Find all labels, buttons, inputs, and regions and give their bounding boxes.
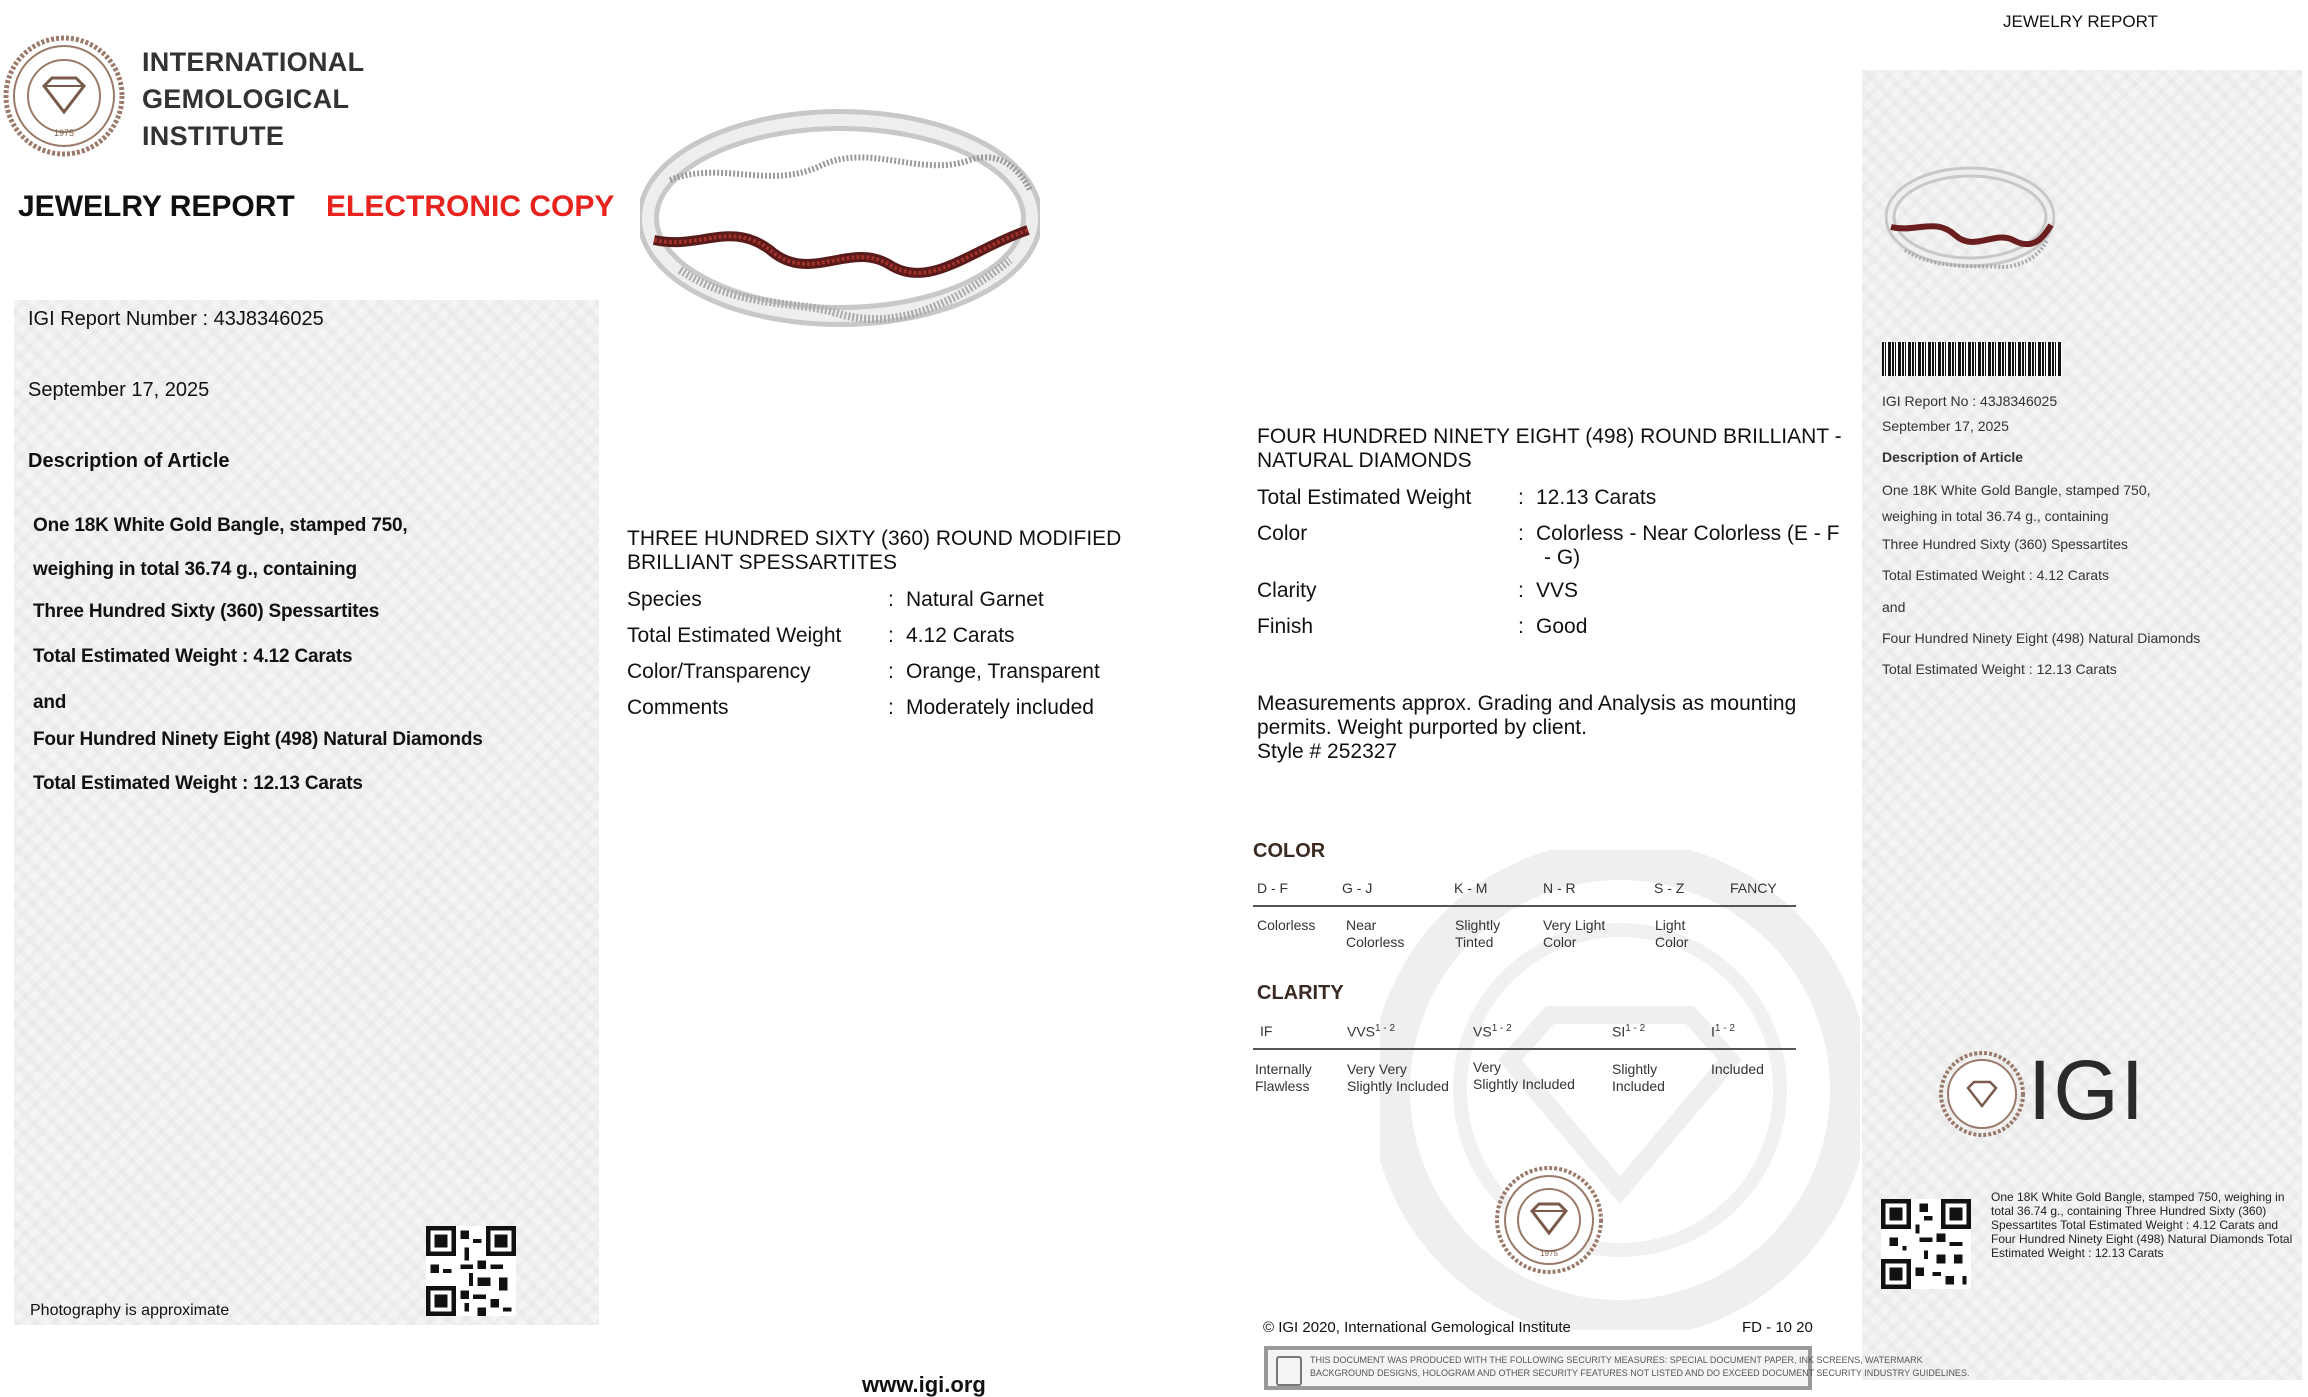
clarity-description: [1347, 1061, 1449, 1095]
clarity-description-line: Very Very: [1347, 1061, 1407, 1077]
color-grade: G - J: [1342, 880, 1373, 896]
color-description-line: Color: [1655, 934, 1689, 950]
stub-description-line: Four Hundred Ninety Eight (498) Natural Diamonds: [1882, 630, 2201, 646]
spessartite-species-label: Species: [627, 588, 702, 611]
stub-description-line: One 18K White Gold Bangle, stamped 750,: [1882, 482, 2151, 498]
igi-seal-logo: [2, 34, 126, 158]
website-link[interactable]: www.igi.org: [862, 1372, 986, 1397]
diamond-finish-value: Good: [1536, 615, 1588, 638]
diamond-clarity-label: Clarity: [1257, 579, 1317, 602]
copyright: © IGI 2020, International Gemological Institute: [1263, 1319, 1571, 1336]
clarity-description-line: Flawless: [1255, 1078, 1310, 1094]
description-line: Total Estimated Weight : 12.13 Carats: [33, 773, 363, 794]
security-notice-line: BACKGROUND DESIGNS, HOLOGRAM AND OTHER SECURITY FEATURES NOT LISTED AND DO EXCEED DOCUMENT SECURITY INDUSTRY GUIDELINES.: [1310, 1368, 1970, 1378]
stub-igi-seal: [1938, 1050, 2026, 1138]
form-code: FD - 10 20: [1742, 1319, 1813, 1336]
clarity-grade: [1347, 1023, 1395, 1040]
description-line: and: [33, 692, 67, 713]
color-description: [1346, 917, 1404, 951]
svg-text:1975: 1975: [1540, 1249, 1558, 1258]
stub-description-line: Three Hundred Sixty (360) Spessartites: [1882, 536, 2128, 552]
clarity-scale-title: CLARITY: [1257, 982, 1344, 1004]
clarity-grade: [1260, 1023, 1272, 1039]
stub-summary-line: One 18K White Gold Bangle, stamped 750, weighing in: [1991, 1190, 2285, 1204]
description-line: weighing in total 36.74 g., containing: [33, 559, 357, 580]
clarity-description-line: Included: [1612, 1078, 1665, 1094]
color-scale-title: COLOR: [1253, 840, 1326, 862]
color-description-line: Light: [1655, 917, 1686, 933]
stub-summary: [1991, 1190, 2292, 1260]
clarity-grade-base: SI: [1612, 1023, 1626, 1040]
diamond-heading: [1257, 425, 1842, 473]
diamond-color-value-line-2: - G): [1544, 546, 1581, 569]
clarity-grade-sup: 1 - 2: [1714, 1023, 1735, 1034]
color-grade: D - F: [1257, 880, 1289, 896]
spessartite-heading-line-2: BRILLIANT SPESSARTITES: [627, 551, 897, 574]
stub-summary-line: Four Hundred Ninety Eight (498) Natural Diamonds Total: [1991, 1232, 2293, 1246]
color-grade: K - M: [1454, 880, 1488, 896]
color-grade: FANCY: [1730, 880, 1777, 896]
clarity-description: [1711, 1061, 1764, 1078]
color-description: [1257, 917, 1315, 934]
color-description-line: Colorless: [1346, 934, 1405, 950]
diamond-separator: :: [1518, 522, 1524, 545]
institute-name-line-2: GEMOLOGICAL: [142, 84, 350, 114]
institute-name-line-3: INSTITUTE: [142, 121, 285, 151]
color-description-line: Very Light: [1543, 917, 1606, 933]
diamond-separator: :: [1518, 579, 1524, 602]
clarity-description: [1473, 1059, 1575, 1093]
spessartite-heading: [627, 527, 1121, 575]
clarity-description: [1612, 1061, 1665, 1095]
clarity-grade-sup: 1 - 2: [1625, 1023, 1646, 1034]
description-line: Three Hundred Sixty (360) Spessartites: [33, 601, 380, 622]
spessartite-separator: :: [888, 624, 894, 647]
spessartite-species-value: Natural Garnet: [906, 588, 1044, 611]
stub-title: JEWELRY REPORT: [2003, 12, 2158, 31]
clarity-description: [1255, 1061, 1312, 1095]
diamond-heading-line-1: FOUR HUNDRED NINETY EIGHT (498) ROUND BRILLIANT -: [1257, 425, 1842, 448]
clarity-description-line: Slightly: [1612, 1061, 1658, 1077]
diamond-weight-label: Total Estimated Weight: [1257, 486, 1472, 509]
diamond-clarity-value: VVS: [1536, 579, 1579, 602]
spessartite-comments-label: Comments: [627, 696, 729, 719]
clarity-description-line: Included: [1711, 1061, 1764, 1077]
clarity-grade: [1711, 1023, 1735, 1040]
clarity-grade-base: VVS: [1347, 1023, 1376, 1040]
stub-description-line: weighing in total 36.74 g., containing: [1882, 508, 2109, 524]
clarity-description-line: Slightly Included: [1347, 1078, 1449, 1094]
stub-description-line: Total Estimated Weight : 12.13 Carats: [1882, 661, 2117, 677]
diamond-color-value-line-1: Colorless - Near Colorless (E - F: [1536, 522, 1840, 545]
description-line: Four Hundred Ninety Eight (498) Natural Diamonds: [33, 729, 483, 750]
spessartite-color-label: Color/Transparency: [627, 660, 811, 683]
report-number: IGI Report Number : 43J8346025: [28, 308, 324, 330]
color-description: [1543, 917, 1605, 951]
stub-description-line: and: [1882, 599, 1906, 615]
diamond-finish-label: Finish: [1257, 615, 1314, 638]
diamond-comments: [1257, 692, 1796, 764]
spessartite-color-value: Orange, Transparent: [906, 660, 1100, 683]
stub-summary-line: Estimated Weight : 12.13 Carats: [1991, 1246, 2164, 1260]
barcode: [1882, 342, 2062, 376]
electronic-copy-label: ELECTRONIC COPY: [326, 190, 615, 223]
security-notice: [1264, 1346, 1970, 1390]
clarity-grade-base: IF: [1260, 1023, 1273, 1039]
clarity-grade-base: I: [1711, 1023, 1715, 1040]
color-description-line: Slightly: [1455, 917, 1501, 933]
diamond-separator: :: [1518, 486, 1524, 509]
diamond-color-value: [1536, 522, 1839, 570]
igi-seal-stamp: [1494, 1165, 1604, 1275]
stub-report-number: IGI Report No : 43J8346025: [1882, 393, 2058, 409]
stub-igi-wordmark: IGI: [2028, 1043, 2147, 1137]
description-line: Total Estimated Weight : 4.12 Carats: [33, 646, 353, 667]
clarity-grade-sup: 1 - 2: [1491, 1023, 1512, 1034]
spessartite-weight-label: Total Estimated Weight: [627, 624, 842, 647]
diamond-heading-line-2: NATURAL DIAMONDS: [1257, 449, 1472, 472]
spessartite-separator: :: [888, 660, 894, 683]
clarity-description-line: Very: [1473, 1059, 1502, 1075]
clarity-grade: [1473, 1023, 1512, 1040]
security-lock-icon: [1276, 1356, 1302, 1386]
diamond-weight-value: 12.13 Carats: [1536, 486, 1657, 509]
color-description-line: Colorless: [1257, 917, 1316, 933]
spessartite-heading-line-1: THREE HUNDRED SIXTY (360) ROUND MODIFIED: [627, 527, 1122, 550]
stub-description-line: Total Estimated Weight : 4.12 Carats: [1882, 567, 2109, 583]
institute-name-line-1: INTERNATIONAL: [142, 47, 365, 77]
clarity-grade-base: VS: [1473, 1023, 1492, 1040]
clarity-grade: [1612, 1023, 1645, 1040]
stub-qr-code[interactable]: [1881, 1199, 1971, 1289]
diamond-separator: :: [1518, 615, 1524, 638]
report-title: JEWELRY REPORT: [18, 190, 295, 223]
institute-name: [142, 44, 364, 155]
description-line: One 18K White Gold Bangle, stamped 750,: [33, 515, 408, 536]
color-description-line: Near: [1346, 917, 1377, 933]
color-description: [1655, 917, 1688, 951]
clarity-description-line: Slightly Included: [1473, 1076, 1575, 1092]
spessartite-separator: :: [888, 696, 894, 719]
qr-code[interactable]: [426, 1226, 516, 1316]
stub-summary-line: total 36.74 g., containing Three Hundred Sixty (360): [1991, 1204, 2267, 1218]
diamond-color-label: Color: [1257, 522, 1308, 545]
clarity-grade-sup: 1 - 2: [1375, 1023, 1396, 1034]
color-scale-line: [1253, 905, 1796, 907]
stub-description-heading: Description of Article: [1882, 449, 2024, 465]
stub-summary-line: Spessartites Total Estimated Weight : 4.12 Carats and: [1991, 1218, 2279, 1232]
color-grade: N - R: [1543, 880, 1576, 896]
color-grade: S - Z: [1654, 880, 1685, 896]
color-description: [1455, 917, 1500, 951]
svg-text:1975: 1975: [53, 128, 75, 138]
security-notice-line: THIS DOCUMENT WAS PRODUCED WITH THE FOLLOWING SECURITY MEASURES: SPECIAL DOCUMENT PAPER, INK SCREENS, WATERMARK: [1310, 1355, 1923, 1365]
description-heading: Description of Article: [28, 450, 230, 472]
diamond-comment-line: Measurements approx. Grading and Analysis as mounting: [1257, 692, 1797, 715]
color-description-line: Tinted: [1455, 934, 1494, 950]
photo-note: Photography is approximate: [30, 1302, 230, 1319]
spessartite-separator: :: [888, 588, 894, 611]
color-description-line: Color: [1543, 934, 1577, 950]
bangle-photo: [640, 100, 1040, 345]
spessartite-weight-value: 4.12 Carats: [906, 624, 1015, 647]
diamond-comment-line: Style # 252327: [1257, 740, 1398, 763]
stub-date: September 17, 2025: [1882, 418, 2009, 434]
diamond-comment-line: permits. Weight purported by client.: [1257, 716, 1587, 739]
stub-bangle-photo: [1885, 155, 2055, 285]
clarity-scale-line: [1253, 1048, 1796, 1050]
spessartite-comments-value: Moderately included: [906, 696, 1094, 719]
clarity-description-line: Internally: [1255, 1061, 1312, 1077]
report-date: September 17, 2025: [28, 379, 210, 401]
